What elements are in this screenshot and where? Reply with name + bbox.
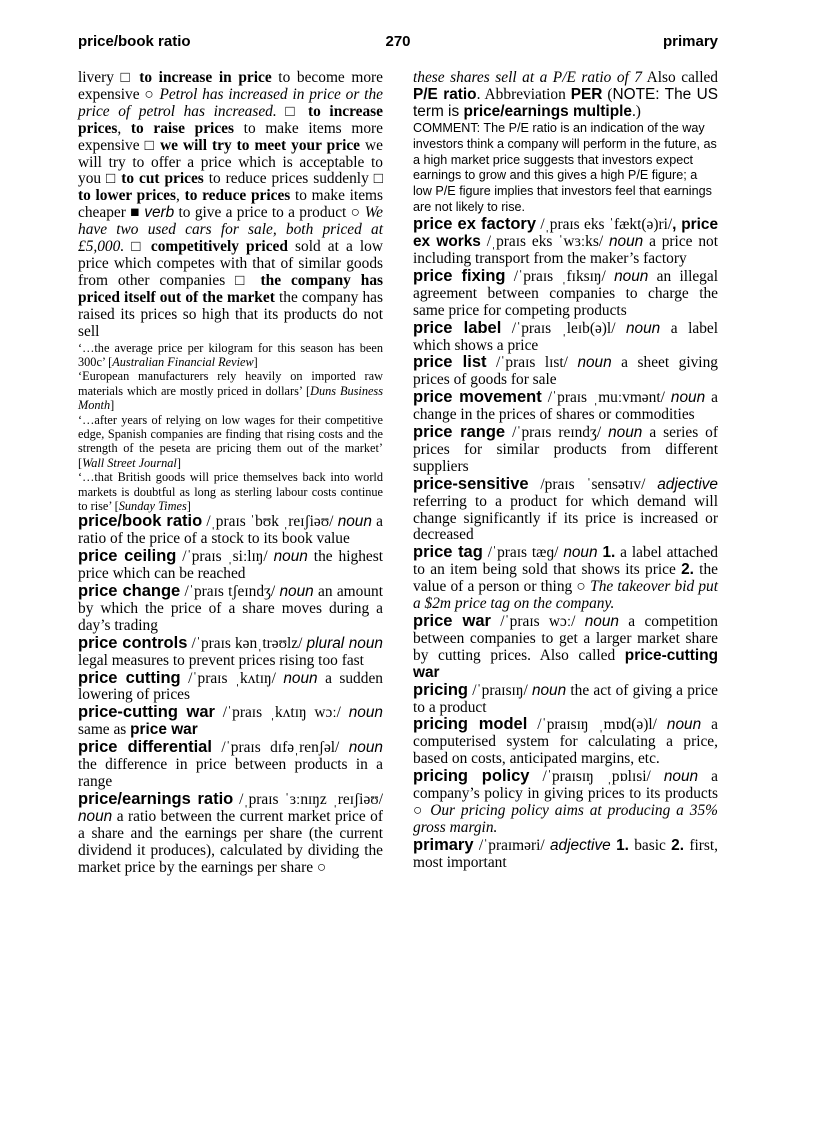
definition-text: an amount by which the price of a share moves during a day’s trading — [78, 583, 384, 634]
definition-text: Also called — [642, 69, 718, 86]
definition-text: a company’s policy in giving prices to its products ○ — [413, 768, 718, 819]
definition-text: /ˌpraɪs ˈɜːnɪŋz ˌreɪʃiəʊ/ — [233, 790, 383, 808]
definition-text: a sudden lowering of prices — [78, 669, 383, 704]
definition-text: , — [176, 187, 185, 205]
example-text: The takeover bid put a $2m price tag on the company. — [413, 578, 718, 613]
comment-box: COMMENT: The P/E ratio is an indication of the way investors think a company will perform in the future, as a high market price suggests that investors expect earnings to grow and this gives a high P/E figure; a low P/E figure implies that investors feel that earnings are not likely to rise. — [413, 120, 717, 215]
headword: pricing model — [413, 715, 528, 734]
definition-text: the difference in price between products in a range — [78, 756, 383, 790]
definition-text: a label which shows a price — [413, 319, 719, 354]
headword: price list — [413, 353, 487, 372]
cross-reference: PER — [570, 85, 603, 103]
bold-phrase: to reduce prices — [184, 187, 291, 205]
quotation: ‘European manufacturers rely heavily on imported raw materials which are mostly priced in dollars’ [Duns Business Month] — [78, 369, 383, 413]
part-of-speech: noun — [78, 807, 113, 825]
definition-text: /ˌpraɪs eks ˈfækt(ə)ri/ — [536, 216, 673, 234]
entry-price-book-ratio — [78, 513, 383, 548]
entry-price-ex-factory — [413, 216, 718, 268]
entry-price-change — [78, 583, 383, 635]
definition-text: □ — [276, 102, 308, 120]
definition-text: /ˈpraɪsɪŋ ˌmɒd(ə)l/ — [527, 716, 667, 734]
right-column — [413, 70, 718, 872]
definition-text: /ˈpraɪs tæɡ/ — [482, 544, 564, 562]
example-text: Petrol has increased in price or the price of petrol has increased. — [78, 85, 383, 120]
definition-text: /ˈpraɪs tʃeɪndʒ/ — [180, 583, 280, 600]
definition-text: /ˈpraɪsɪŋ ˌpɒlɪsi/ — [529, 768, 664, 786]
headword: price cutting — [78, 668, 181, 687]
definition-text: basic — [628, 836, 672, 854]
entry-pricing-policy — [413, 768, 718, 837]
entry-price-cutting-war — [78, 704, 383, 739]
headword: price/earnings ratio — [78, 789, 234, 808]
quotations — [78, 341, 383, 514]
quotation: ‘…after years of relying on low wages for their competitive edge, Spanish companies are finding that rising costs and the strength of the peseta are pricing them out of the market’ [Wall Street Journal] — [78, 412, 383, 470]
definition-text: to make items more expensive □ — [78, 119, 383, 154]
note-text: NOTE: The US term is — [413, 85, 718, 120]
definition-text: first, most important — [413, 836, 718, 871]
definition-text: sold at a low price which competes with that of similar goods from other companies □ — [78, 238, 383, 289]
headword: price ex factory — [413, 215, 536, 234]
cross-reference: , price ex works — [413, 216, 719, 251]
headword: price ceiling — [78, 547, 177, 566]
definition-text: ( — [602, 85, 613, 103]
part-of-speech: noun — [577, 354, 612, 372]
definition-text: livery □ — [78, 69, 140, 86]
part-of-speech: adjective — [657, 475, 718, 493]
part-of-speech: noun — [626, 319, 661, 337]
definition-text: /ˈpraɪs ˌmuːvmənt/ — [541, 389, 671, 407]
entry-price-continuation — [78, 70, 383, 341]
headword: price controls — [78, 633, 188, 652]
quotation: ‘…that British goods will price themselves back into world markets is doubtful as long as sterling labour costs continue to rise’ [Sunday Times] — [78, 470, 383, 513]
entry-price-cutting — [78, 670, 383, 705]
definition-text: /ˌpraɪs eks ˈwɜːks/ — [480, 233, 609, 251]
part-of-speech: noun — [348, 739, 383, 757]
cross-reference: 2. — [681, 561, 694, 579]
headword: price/book ratio — [78, 512, 203, 531]
definition-text: the highest price which can be reached — [78, 548, 383, 583]
definition-text: a competition between companies to get a larger market share by cutting prices. Also called — [413, 613, 718, 664]
entry-price-fixing — [413, 268, 718, 320]
definition-text: /ˈpraɪs kənˌtrəʊlz/ — [187, 634, 307, 652]
part-of-speech: noun — [337, 513, 372, 531]
cross-reference: price/earnings multiple — [463, 102, 632, 120]
part-of-speech: verb — [144, 204, 175, 222]
left-column — [78, 70, 383, 876]
example-text: Our pricing policy aims at producing a 35% gross margin. — [413, 801, 718, 836]
header-right-guideword: primary — [662, 33, 718, 50]
entry-price-earnings-continuation — [413, 70, 718, 121]
part-of-speech: noun — [273, 548, 308, 566]
part-of-speech: noun — [666, 716, 702, 734]
part-of-speech: noun — [348, 704, 383, 722]
example-text: these shares sell at a P/E ratio of 7 — [413, 69, 643, 86]
definition-text: a sheet giving prices of goods for sale — [413, 354, 718, 389]
definition-text: /ˌpraɪs ˈbʊk ˌreɪʃiəʊ/ — [202, 513, 338, 531]
entry-pricing — [413, 682, 718, 717]
entry-price-war — [413, 613, 718, 682]
definition-text: the act of giving a price to a product — [413, 681, 718, 716]
headword: price war — [413, 612, 491, 630]
bold-phrase: to raise prices — [130, 119, 234, 137]
definition-text: /ˈpraɪs ˌkʌtɪŋ/ — [180, 669, 284, 687]
definition-text: to give a price to a product ○ — [174, 204, 365, 222]
definition-text: /ˈpraɪs lɪst/ — [486, 354, 578, 372]
definition-text: the value of a person or thing ○ — [413, 561, 718, 596]
entry-price-movement — [413, 389, 718, 424]
entry-primary — [413, 837, 718, 872]
entry-price-tag — [413, 544, 718, 613]
headword: pricing policy — [413, 767, 530, 786]
entry-price-ceiling — [78, 548, 383, 583]
definition-text: legal measures to prevent prices rising too fast — [78, 651, 364, 669]
running-header — [78, 33, 718, 53]
part-of-speech: noun — [663, 768, 699, 786]
part-of-speech: noun — [283, 669, 318, 687]
headword: price-cutting war — [78, 703, 215, 722]
entry-price-label — [413, 320, 718, 355]
definition-text: /ˈpraɪs ˌkʌtɪŋ wɔː/ — [214, 704, 349, 722]
headword: price label — [413, 318, 502, 337]
part-of-speech: noun — [608, 424, 643, 442]
definition-text: , — [117, 119, 131, 137]
definition-text: /ˈpraɪs dɪfəˌrenʃəl/ — [211, 739, 349, 757]
headword: pricing — [413, 680, 469, 699]
definition-text: /ˈpraɪs wɔː/ — [490, 613, 585, 630]
definition-text: /praɪs ˈsensətɪv/ — [528, 475, 658, 493]
definition-text: /ˈpraɪs reɪndʒ/ — [505, 424, 609, 442]
right-entries — [413, 216, 718, 871]
entry-price-range — [413, 424, 718, 476]
part-of-speech: noun — [531, 681, 567, 699]
definition-text: an illegal agreement between companies to charge the same price for competing products — [413, 267, 718, 319]
definition-text: .) — [631, 102, 641, 120]
headword: price movement — [413, 388, 542, 407]
definition-text: /ˈpraɪs ˌleɪb(ə)l/ — [501, 319, 626, 337]
cross-reference: price-cutting war — [413, 646, 718, 681]
definition-text: to become more expensive ○ — [78, 69, 383, 103]
headword: price range — [413, 423, 506, 442]
entry-price-differential — [78, 739, 383, 791]
part-of-speech: plural noun — [306, 634, 383, 652]
definition-text: same as — [78, 721, 131, 739]
headword: price change — [78, 582, 181, 600]
part-of-speech: noun — [584, 613, 619, 630]
entry-price-earnings-ratio — [78, 791, 383, 877]
definition-text: a computerised system for calculating a price, based on costs, anticipated margins, etc. — [413, 716, 718, 768]
header-left-guideword: price/book ratio — [78, 33, 191, 50]
definition-text: a price not including transport from the maker’s factory — [413, 233, 718, 267]
headword: primary — [413, 835, 474, 854]
cross-reference: 2. — [671, 836, 685, 854]
bold-phrase: the company has priced itself out of the market — [78, 271, 384, 306]
headword: price-sensitive — [413, 474, 529, 493]
headword: price fixing — [413, 266, 506, 285]
cross-reference: P/E ratio — [413, 85, 477, 103]
page-number: 270 — [385, 33, 411, 50]
definition-text: . Abbreviation — [476, 85, 571, 103]
quotation: ‘…the average price per kilogram for this season has been 300c’ [Australian Financial Review] — [78, 340, 383, 369]
example-text: We have two used cars for sale, both priced at £5,000. — [78, 204, 383, 256]
definition-text: a ratio of the price of a stock to its book value — [78, 513, 383, 548]
part-of-speech: noun — [279, 583, 314, 600]
definition-text: /ˈpraɪs ˌsiːlɪŋ/ — [176, 548, 274, 566]
definition-text: /ˈpraɪs ˌfɪksɪŋ/ — [505, 267, 615, 285]
definition-text: a change in the prices of shares or commodities — [413, 389, 718, 424]
part-of-speech: noun — [563, 544, 598, 562]
definition-text: we will try to offer a price which is acceptable to you □ — [78, 136, 383, 188]
cross-reference: 1. — [616, 836, 629, 854]
entry-price-sensitive — [413, 476, 718, 545]
cross-reference: price war — [130, 721, 198, 739]
definition-text: /ˈpraɪsɪŋ/ — [468, 681, 532, 699]
definition-text: referring to a product for which demand will change significantly if its price is increased or decreased — [413, 492, 718, 544]
bold-phrase: we will try to meet your price — [160, 136, 361, 154]
entry-pricing-model — [413, 716, 718, 768]
part-of-speech: noun — [608, 233, 644, 251]
bold-phrase: to lower prices — [78, 187, 177, 205]
definition-text: to make items cheaper ■ — [78, 187, 384, 222]
part-of-speech: noun — [670, 389, 706, 407]
entry-price-list — [413, 354, 718, 389]
headword: price tag — [413, 543, 483, 562]
definition-text: the company has raised its prices so high that its products do not sell — [78, 288, 383, 340]
bold-phrase: to cut prices — [121, 170, 204, 188]
bold-phrase: to increase in price — [139, 69, 272, 86]
definition-text: /ˈpraɪməri/ — [473, 836, 550, 854]
headword: price differential — [78, 738, 212, 757]
part-of-speech: noun — [614, 267, 649, 285]
part-of-speech: adjective — [549, 836, 611, 854]
definition-text: a series of prices for similar products from different suppliers — [413, 424, 718, 475]
definition-text: to reduce prices suddenly □ — [203, 170, 383, 188]
definition-text: a ratio between the current market price of a share and the earnings per share (the current dividend it produces), calculated by dividing the market price by the earnings per share ○ — [78, 807, 383, 876]
left-entries — [78, 513, 383, 876]
entry-price-controls — [78, 635, 383, 670]
bold-phrase: to increase prices — [78, 102, 383, 137]
definition-text: □ — [124, 238, 151, 256]
cross-reference: 1. — [602, 544, 616, 562]
definition-text: a label attached to an item being sold that shows its price — [413, 544, 718, 579]
bold-phrase: competitively priced — [150, 238, 288, 256]
